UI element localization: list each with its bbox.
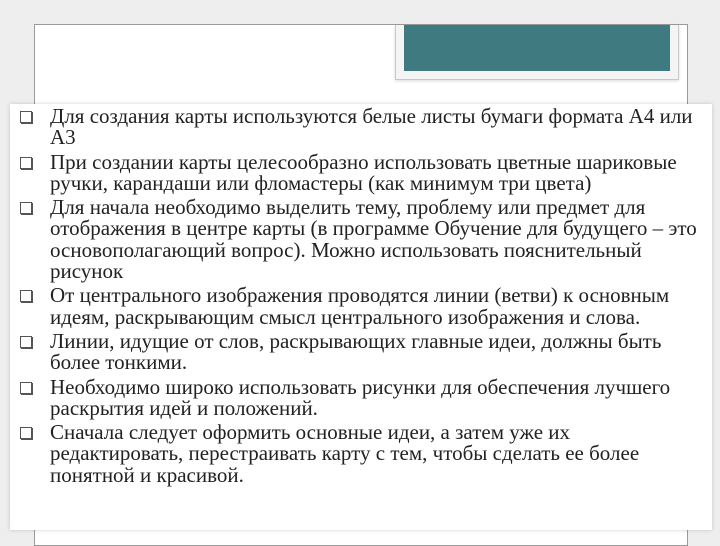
square-bullet-icon bbox=[20, 336, 32, 348]
square-bullet-icon bbox=[20, 202, 32, 214]
bullet-text: Для начала необходимо выделить тему, проблему или предмет для отображения в центре карты (в программе Обучение для будущего – это основополагающий вопрос). Можно использовать пояснительный рисунок bbox=[50, 195, 697, 284]
square-bullet-icon bbox=[20, 111, 32, 123]
title-tab bbox=[395, 25, 679, 80]
square-bullet-icon bbox=[20, 157, 32, 169]
title-accent-block bbox=[404, 25, 670, 71]
bullet-item-2 bbox=[10, 149, 710, 195]
bullet-text: Для создания карты используются белые листы бумаги формата А4 или А3 bbox=[50, 104, 693, 150]
bullet-item-5 bbox=[10, 328, 710, 375]
bullet-item-1 bbox=[10, 106, 710, 149]
bullet-item-6 bbox=[10, 374, 710, 420]
square-bullet-icon bbox=[20, 382, 32, 394]
square-bullet-icon bbox=[20, 427, 32, 439]
bullet-item-3 bbox=[10, 197, 710, 282]
bullet-item-4 bbox=[10, 285, 710, 328]
bullet-text: Необходимо широко использовать рисунки для обеспечения лучшего раскрытия идей и положений. bbox=[50, 374, 671, 420]
bullet-list bbox=[10, 106, 710, 489]
bullet-text: От центрального изображения проводятся линии (ветви) к основным идеям, раскрывающим смысл центрального изображения и слова. bbox=[50, 283, 670, 329]
bullet-text: Линии, идущие от слов, раскрывающих главные идеи, должны быть более тонкими. bbox=[50, 328, 662, 375]
bullet-item-7 bbox=[10, 422, 710, 486]
square-bullet-icon bbox=[20, 290, 32, 302]
bullet-text: При создании карты целесообразно использовать цветные шариковые ручки, карандаши или фломастеры (как минимум три цвета) bbox=[50, 149, 677, 195]
bullet-text: Сначала следует оформить основные идеи, а затем уже их редактировать, перестраивать карту с тем, чтобы сделать ее более понятной и красивой. bbox=[50, 420, 640, 487]
